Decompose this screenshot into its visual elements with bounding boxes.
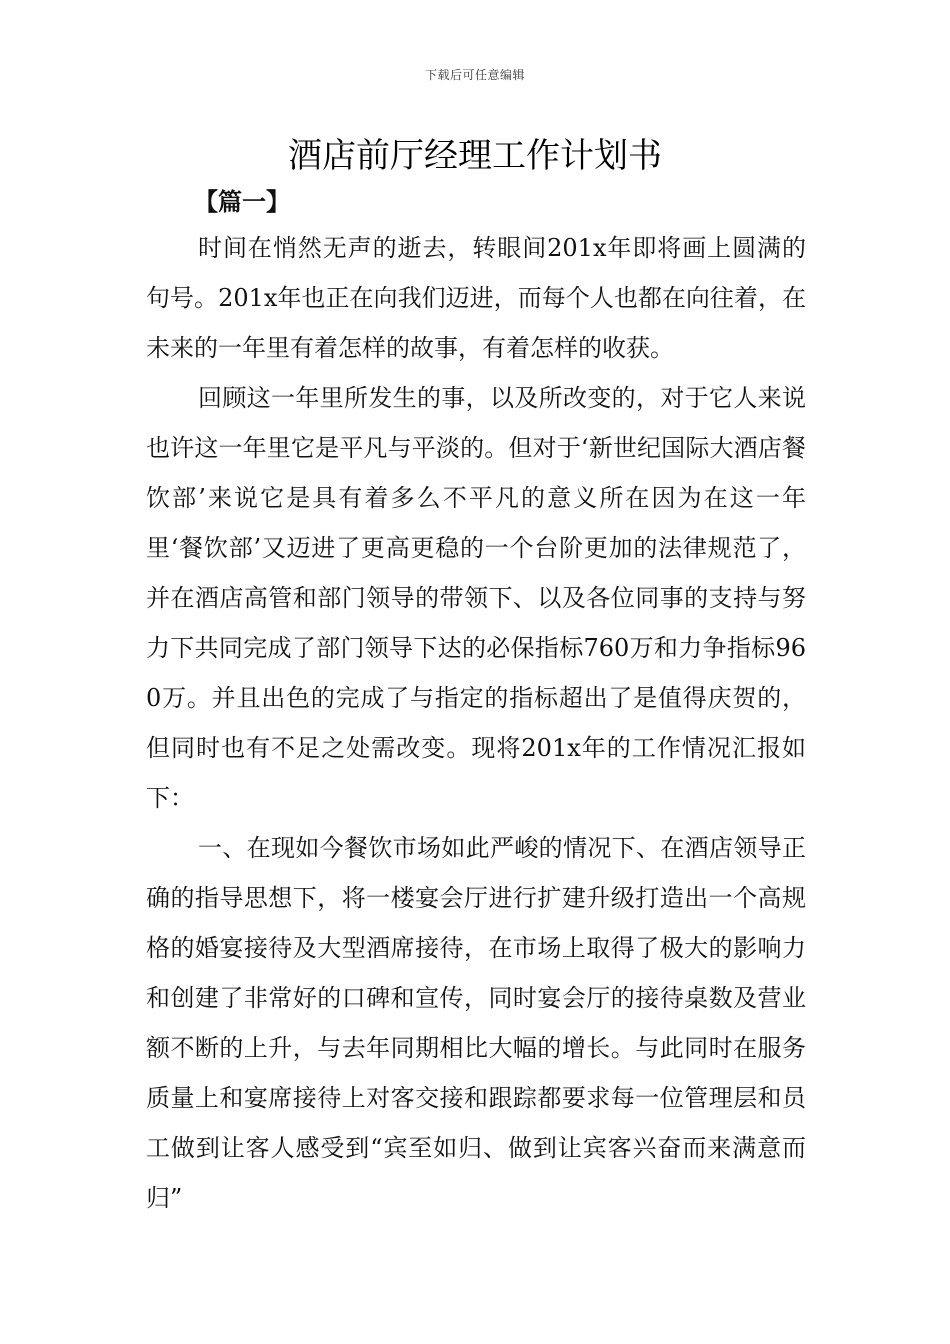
- paragraph-item-one: 一、在现如今餐饮市场如此严峻的情况下、在酒店领导正确的指导思想下，将一楼宴会厅进行扩建升级打造出一个高规格的婚宴接待及大型酒席接待，在市场上取得了极大的影响力和创建了非常好的口碑和宣传，同时宴会厅的接待桌数及营业额不断的上升，与去年同期相比大幅的增长。与此同时在服务质量上和宴席接待上对客交接和跟踪都要求每一位管理层和员工做到让客人感受到“宾至如归、做到让宾客兴奋而来满意而归”: [146, 834, 806, 1212]
- section-label: 【篇一】: [194, 188, 290, 216]
- body-text: [146, 223, 806, 1223]
- document-title: 酒店前厅经理工作计划书: [288, 136, 662, 176]
- paragraph-intro: 时间在悄然无声的逝去，转眼间201x年即将画上圆满的句号。201x年也正在向我们迈进，而每个人也都在向往着，在未来的一年里有着怎样的故事，有着怎样的收获。: [146, 234, 806, 362]
- paragraph-review: 回顾这一年里所发生的事，以及所改变的，对于它人来说也许这一年里它是平凡与平淡的。但对于‘新世纪国际大酒店餐饮部’来说它是具有着多么不平凡的意义所在因为在这一年里‘餐饮部’又迈进了更高更稳的一个台阶更加的法律规范了，并在酒店高管和部门领导的带领下、以及各位同事的支持与努力下共同完成了部门领导下达的必保指标760万和力争指标960万。并且出色的完成了与指定的指标超出了是值得庆贺的，但同时也有不足之处需改变。现将201x年的工作情况汇报如下：: [146, 384, 806, 812]
- header-note: 下载后可任意编辑: [424, 68, 525, 82]
